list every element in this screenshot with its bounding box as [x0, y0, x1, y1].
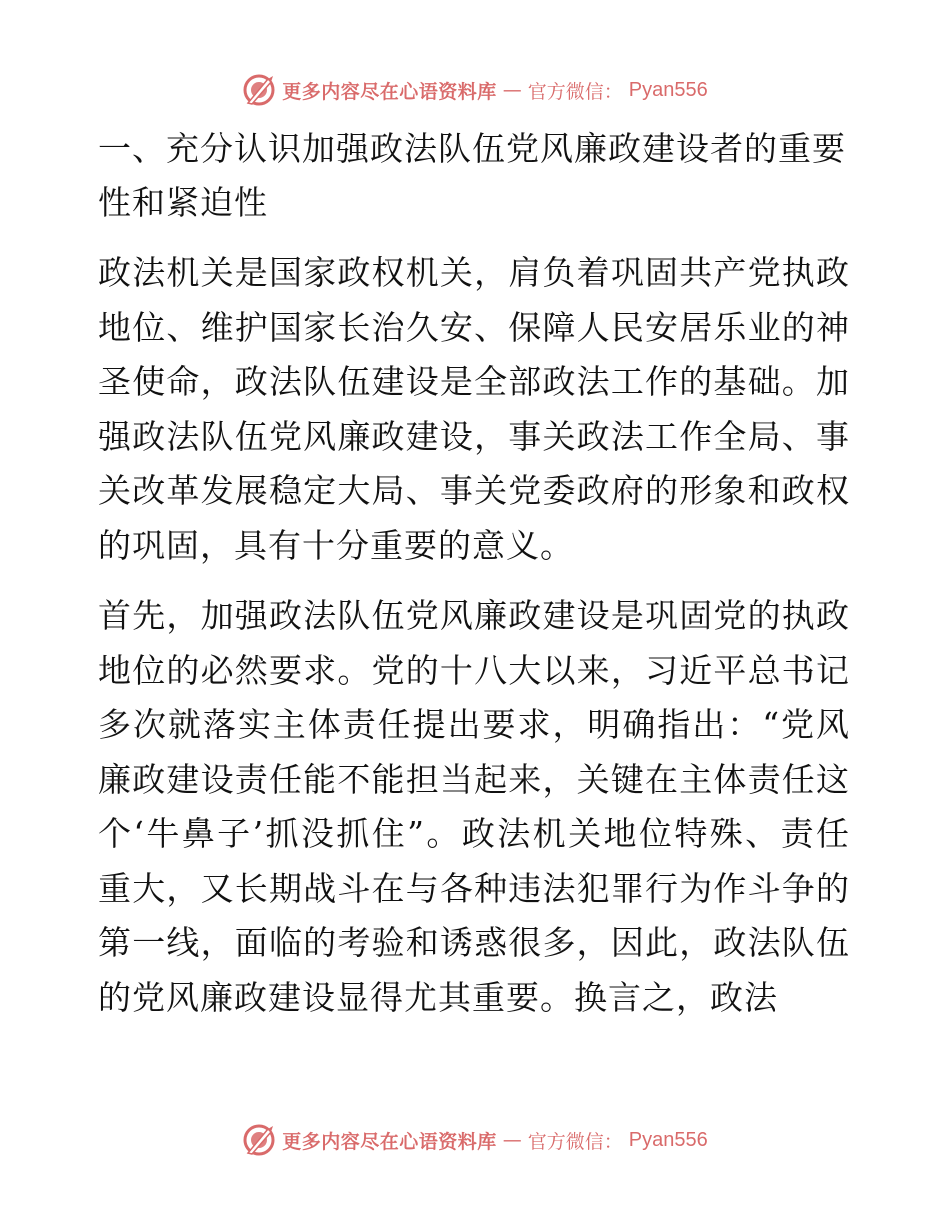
document-body: [98, 122, 850, 1041]
banner-separator: —: [502, 1129, 522, 1151]
header-watermark-banner: [0, 70, 950, 110]
paragraph-2: 首先，加强政法队伍党风廉政建设是巩固党的执政地位的必然要求。党的十八大以来，习近平总书记多次就落实主体责任提出要求，明确指出：“党风廉政建设责任能不能担当起来，关键在主体责任这个‘牛鼻子’抓没抓住”。政法机关地位特殊、责任重大，又长期战斗在与各种违法犯罪行为作斗争的第一线，面临的考验和诱惑很多，因此，政法队伍的党风廉政建设显得尤其重要。换言之，政法: [98, 596, 850, 1017]
banner-wechat-id: Pyan556: [628, 78, 708, 101]
quill-circle-logo-icon: [242, 73, 276, 107]
banner-wechat-id: Pyan556: [628, 1128, 708, 1151]
banner-wechat-label: 官方微信：: [527, 80, 623, 103]
banner-main-text: 更多内容尽在心语资料库: [282, 80, 497, 103]
banner-wechat-label: 官方微信：: [527, 1130, 623, 1153]
banner-main-text: 更多内容尽在心语资料库: [282, 1130, 497, 1153]
section-heading: 一、充分认识加强政法队伍党风廉政建设者的重要性和紧迫性: [98, 129, 846, 222]
banner-separator: —: [502, 79, 522, 101]
paragraph-1: 政法机关是国家政权机关，肩负着巩固共产党执政地位、维护国家长治久安、保障人民安居乐业的神圣使命，政法队伍建设是全部政法工作的基础。加强政法队伍党风廉政建设，事关政法工作全局、事关改革发展稳定大局、事关党委政府的形象和政权的巩固，具有十分重要的意义。: [98, 253, 850, 565]
footer-watermark-banner: [0, 1120, 950, 1160]
quill-circle-logo-icon: [242, 1123, 276, 1157]
